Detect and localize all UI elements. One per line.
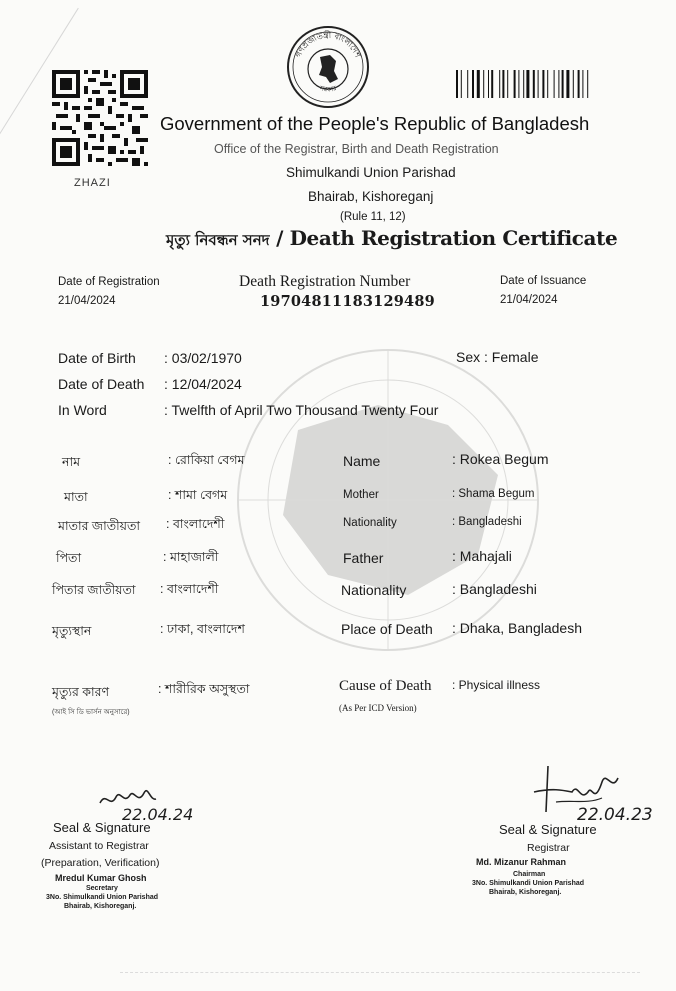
mother-nationality-value-bn: : বাংলাদেশী <box>166 517 225 531</box>
cause-value-bn: : শারীরিক অসুস্থতা <box>158 682 250 696</box>
death-date-label: Date of Death <box>58 376 145 392</box>
name-value-bn: : রোকিয়া বেগম <box>168 453 245 467</box>
qr-code-icon <box>52 70 148 166</box>
name-label-bn: নাম <box>62 455 81 469</box>
name-label: Name <box>343 453 381 469</box>
seal-text-top: গণপ্রজাতন্ত্রী বাংলাদেশ <box>293 30 363 59</box>
mother-value-bn: : শামা বেগম <box>168 488 228 502</box>
cause-label: Cause of Death <box>339 678 432 694</box>
qr-caption: ZHAZI <box>74 177 111 189</box>
office-place: Bhairab, Kishoreganj <box>308 189 434 204</box>
left-signature-date: 22.04.24 <box>122 805 194 824</box>
mother-value: : Shama Begum <box>452 488 535 500</box>
government-title: Government of the People's Republic of Bangladesh <box>160 113 590 134</box>
right-signer-org: 3No. Shimulkandi Union Parishad <box>472 880 585 887</box>
father-nationality-value: : Bangladeshi <box>452 581 537 597</box>
registration-date-value: 21/04/2024 <box>58 295 116 307</box>
father-value-bn: : মাহাজালী <box>163 550 219 564</box>
cause-value: : Physical illness <box>452 678 541 692</box>
father-nationality-value-bn: : বাংলাদেশী <box>160 582 219 596</box>
issuance-date-value: 21/04/2024 <box>500 294 558 306</box>
right-signer-role: Registrar <box>527 842 570 854</box>
father-value: : Mahajali <box>452 548 512 564</box>
father-label: Father <box>343 550 384 566</box>
sex-field: Sex : Female <box>456 349 539 365</box>
mother-nationality-label-bn: মাতার জাতীয়তা <box>58 519 141 533</box>
right-seal-signature-label: Seal & Signature <box>499 822 597 837</box>
birth-date-label: Date of Birth <box>58 350 136 366</box>
left-signer-place: Bhairab, Kishoreganj. <box>64 903 137 910</box>
death-place-label-bn: মৃত্যুস্থান <box>52 624 92 638</box>
certificate-title-separator: / <box>269 226 290 250</box>
left-signer-note: (Preparation, Verification) <box>41 857 160 869</box>
certificate-title-bn: মৃত্যু নিবন্ধন সনদ <box>166 231 270 249</box>
death-place-value: : Dhaka, Bangladesh <box>452 620 582 636</box>
death-date-value: : 12/04/2024 <box>164 376 242 392</box>
seal-text-bottom: সরকার <box>318 84 338 94</box>
left-signer-org: 3No. Shimulkandi Union Parishad <box>46 894 159 901</box>
bottom-divider <box>120 972 640 973</box>
cause-note-bn: (আই সি ডি ভার্সন অনুসারে) <box>52 709 130 716</box>
registration-number-value: 19704811183129489 <box>260 293 435 310</box>
father-label-bn: পিতা <box>56 551 82 565</box>
right-signer-name: Md. Mizanur Rahman <box>476 857 567 867</box>
registration-date-label: Date of Registration <box>58 276 160 288</box>
barcode-icon <box>456 70 632 98</box>
icd-version-note: (As Per ICD Version) <box>339 703 417 713</box>
left-signer-name: Mredul Kumar Ghosh <box>55 873 147 883</box>
office-name: Office of the Registrar, Birth and Death Registration <box>214 142 499 156</box>
death-place-value-bn: : ঢাকা, বাংলাদেশ <box>160 622 245 636</box>
name-value: : Rokea Begum <box>452 451 549 467</box>
father-nationality-label-bn: পিতার জাতীয়তা <box>52 583 136 597</box>
issuance-date-label: Date of Issuance <box>500 275 587 287</box>
rule-reference: (Rule 11, 12) <box>340 211 406 223</box>
right-signature-date: 22.04.23 <box>577 805 653 825</box>
death-place-label: Place of Death <box>341 621 433 637</box>
union-name: Shimulkandi Union Parishad <box>286 165 456 180</box>
mother-nationality-label: Nationality <box>343 517 397 529</box>
svg-text:সরকার <box>318 84 338 94</box>
death-date-inword-label: In Word <box>58 402 107 418</box>
registration-number-label: Death Registration Number <box>239 273 411 290</box>
death-date-inword-value: : Twelfth of April Two Thousand Twenty Four <box>164 402 439 418</box>
birth-date-value: : 03/02/1970 <box>164 350 242 366</box>
cause-label-bn: মৃত্যুর কারণ <box>52 685 110 699</box>
certificate-title-en: Death Registration Certificate <box>289 226 618 250</box>
government-seal-icon <box>286 25 370 109</box>
mother-label-bn: মাতা <box>64 490 88 504</box>
left-signer-role: Assistant to Registrar <box>49 840 149 852</box>
right-signer-title: Chairman <box>513 871 546 878</box>
right-signer-place: Bhairab, Kishoreganj. <box>489 889 562 896</box>
certificate-title <box>166 226 617 254</box>
left-signer-title: Secretary <box>86 885 118 892</box>
left-seal-signature-label: Seal & Signature <box>53 820 151 835</box>
mother-label: Mother <box>343 489 379 501</box>
father-nationality-label: Nationality <box>341 582 407 598</box>
mother-nationality-value: : Bangladeshi <box>452 516 522 528</box>
